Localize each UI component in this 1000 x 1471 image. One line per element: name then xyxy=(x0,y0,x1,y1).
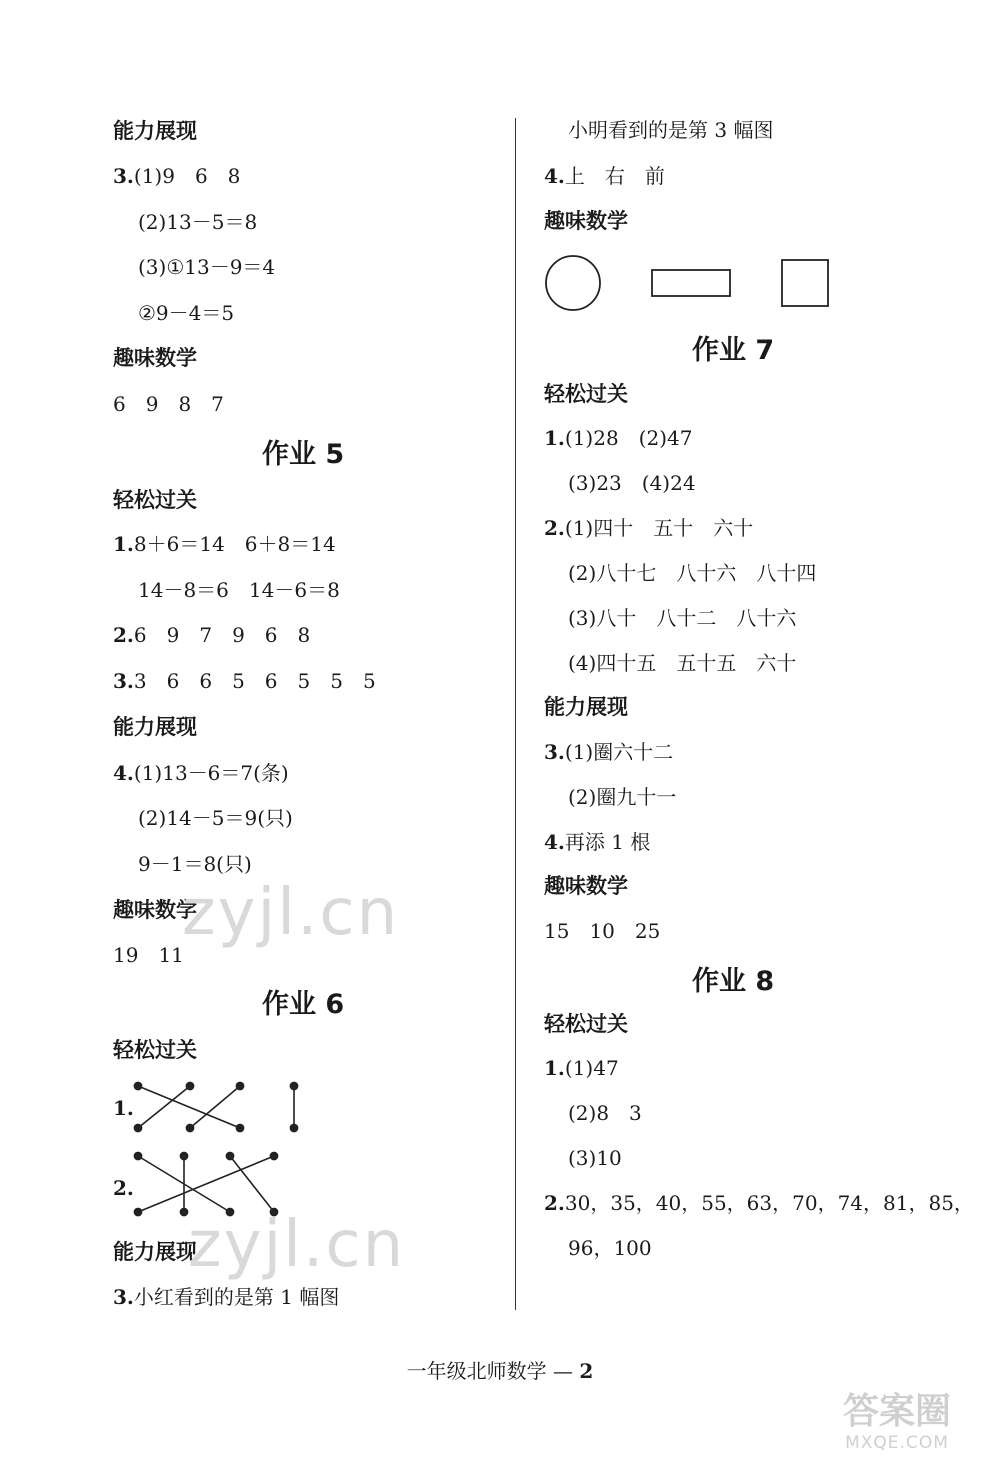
match-line xyxy=(138,1086,190,1128)
match-dot xyxy=(134,1082,141,1089)
item-number: 3. xyxy=(113,164,134,188)
answer-text: 小红看到的是第 1 幅图 xyxy=(133,1285,340,1309)
match-dot xyxy=(186,1124,193,1131)
answer-text: 3 6 6 5 6 5 5 5 xyxy=(133,669,376,693)
answer-text: 8＋6＝14 6＋8＝14 xyxy=(133,532,336,556)
homework-title: 作业 5 xyxy=(262,439,345,470)
match-dot xyxy=(180,1208,187,1215)
match-dot xyxy=(270,1152,277,1159)
section-heading: 趣味数学 xyxy=(113,346,197,370)
answer-line xyxy=(544,425,692,451)
homework-title: 作业 8 xyxy=(692,966,775,997)
item-number: 4. xyxy=(544,830,565,854)
answer-line: (3)23 (4)24 xyxy=(568,471,696,495)
section-heading: 能力展现 xyxy=(113,1240,197,1264)
square-shape xyxy=(782,260,828,306)
answer-text: (1)四十 五十 六十 xyxy=(564,516,754,540)
homework-title: 作业 7 xyxy=(692,335,775,366)
match-line xyxy=(190,1086,240,1128)
answer-line: (2)13－5＝8 xyxy=(138,210,258,234)
shapes-answer xyxy=(544,256,834,310)
answer-line xyxy=(113,760,289,786)
book-title: 一年级北师数学 — xyxy=(406,1359,574,1383)
answer-line: 6 9 8 7 xyxy=(113,392,224,416)
answer-text: 上 右 前 xyxy=(564,164,665,188)
answer-line xyxy=(544,829,650,855)
section-heading: 能力展现 xyxy=(113,715,197,739)
column-divider xyxy=(515,118,516,1310)
answer-line xyxy=(544,1190,974,1216)
rectangle-shape xyxy=(652,270,730,296)
item-number: 1. xyxy=(113,1096,134,1120)
item-number: 3. xyxy=(113,669,134,693)
answer-line: (4)四十五 五十五 六十 xyxy=(568,651,797,675)
answer-text: 30，35，40，55，63，70，74，81，85， xyxy=(564,1191,974,1215)
answer-text: 6 9 7 9 6 8 xyxy=(133,623,311,647)
answer-line xyxy=(544,163,665,189)
match-dot xyxy=(290,1124,297,1131)
item-number: 1. xyxy=(544,1056,565,1080)
answer-line: 19 11 xyxy=(113,943,184,967)
stamp-main-text: 答案圈 xyxy=(842,1391,951,1432)
answer-line: (2)圈九十一 xyxy=(568,785,677,809)
answer-text: (1)47 xyxy=(564,1056,619,1080)
item-number: 4. xyxy=(544,164,565,188)
answer-line xyxy=(113,531,336,557)
match-dot xyxy=(134,1124,141,1131)
answer-text: (1)28 (2)47 xyxy=(564,426,693,450)
answer-line xyxy=(113,668,376,694)
answer-line: (3)10 xyxy=(568,1146,622,1170)
answer-line: ②9－4＝5 xyxy=(138,301,235,325)
answer-line: (3)①13－9＝4 xyxy=(138,255,276,279)
circle-shape xyxy=(546,256,600,310)
section-heading: 能力展现 xyxy=(544,695,628,719)
section-heading: 轻松过关 xyxy=(544,382,628,406)
item-number: 1. xyxy=(544,426,565,450)
answer-line: (2)八十七 八十六 八十四 xyxy=(568,561,817,585)
section-heading: 轻松过关 xyxy=(113,488,197,512)
match-line xyxy=(138,1156,274,1212)
answer-line: 9－1＝8(只) xyxy=(138,852,252,876)
item-number: 4. xyxy=(113,761,134,785)
answer-text: (1)9 6 8 xyxy=(133,164,241,188)
answer-text: 再添 1 根 xyxy=(564,830,651,854)
stamp-sub-text: MXQE.COM xyxy=(845,1433,949,1453)
match-dot xyxy=(236,1124,243,1131)
item-number: 2. xyxy=(544,516,565,540)
page-number: 2 xyxy=(579,1359,594,1383)
answer-line xyxy=(113,1284,339,1310)
homework-title: 作业 6 xyxy=(262,989,345,1020)
match-dot xyxy=(134,1208,141,1215)
answer-line xyxy=(113,622,310,648)
match-dot xyxy=(236,1082,243,1089)
answer-line: (2)14－5＝9(只) xyxy=(138,806,293,830)
section-heading: 轻松过关 xyxy=(113,1038,197,1062)
answer-line: 14－8＝6 14－6＝8 xyxy=(138,578,340,602)
answer-line: 小明看到的是第 3 幅图 xyxy=(568,118,774,142)
match-dot xyxy=(186,1082,193,1089)
matching-diagram-1 xyxy=(130,1078,310,1134)
item-number: 1. xyxy=(113,532,134,556)
watermark-text: zyjl.cn xyxy=(182,876,400,950)
answer-line xyxy=(544,739,673,765)
answer-text: (1)13－6＝7(条) xyxy=(133,761,289,785)
item-number: 3. xyxy=(113,1285,134,1309)
section-heading: 轻松过关 xyxy=(544,1012,628,1036)
answer-line: (2)8 3 xyxy=(568,1101,642,1125)
match-line xyxy=(138,1086,240,1128)
section-heading: 趣味数学 xyxy=(544,874,628,898)
answer-text: (1)圈六十二 xyxy=(564,740,674,764)
item-number: 2. xyxy=(113,1176,134,1200)
page-footer xyxy=(0,1358,1000,1384)
answer-line xyxy=(113,163,240,189)
match-dot xyxy=(134,1152,141,1159)
section-heading: 趣味数学 xyxy=(113,898,197,922)
item-number: 2. xyxy=(544,1191,565,1215)
item-number: 3. xyxy=(544,740,565,764)
match-dot xyxy=(226,1152,233,1159)
watermark-text: zyjl.cn xyxy=(188,1208,406,1282)
section-heading: 能力展现 xyxy=(113,119,197,143)
watermark-stamp xyxy=(812,1392,982,1464)
item-number: 2. xyxy=(113,623,134,647)
section-heading: 趣味数学 xyxy=(544,209,628,233)
answer-line: (3)八十 八十二 八十六 xyxy=(568,606,797,630)
answer-line: 96，100 xyxy=(568,1236,652,1260)
match-dot xyxy=(180,1152,187,1159)
answer-line: 15 10 25 xyxy=(544,919,661,943)
answer-line xyxy=(544,1055,619,1081)
answer-line xyxy=(544,515,753,541)
match-dot xyxy=(290,1082,297,1089)
